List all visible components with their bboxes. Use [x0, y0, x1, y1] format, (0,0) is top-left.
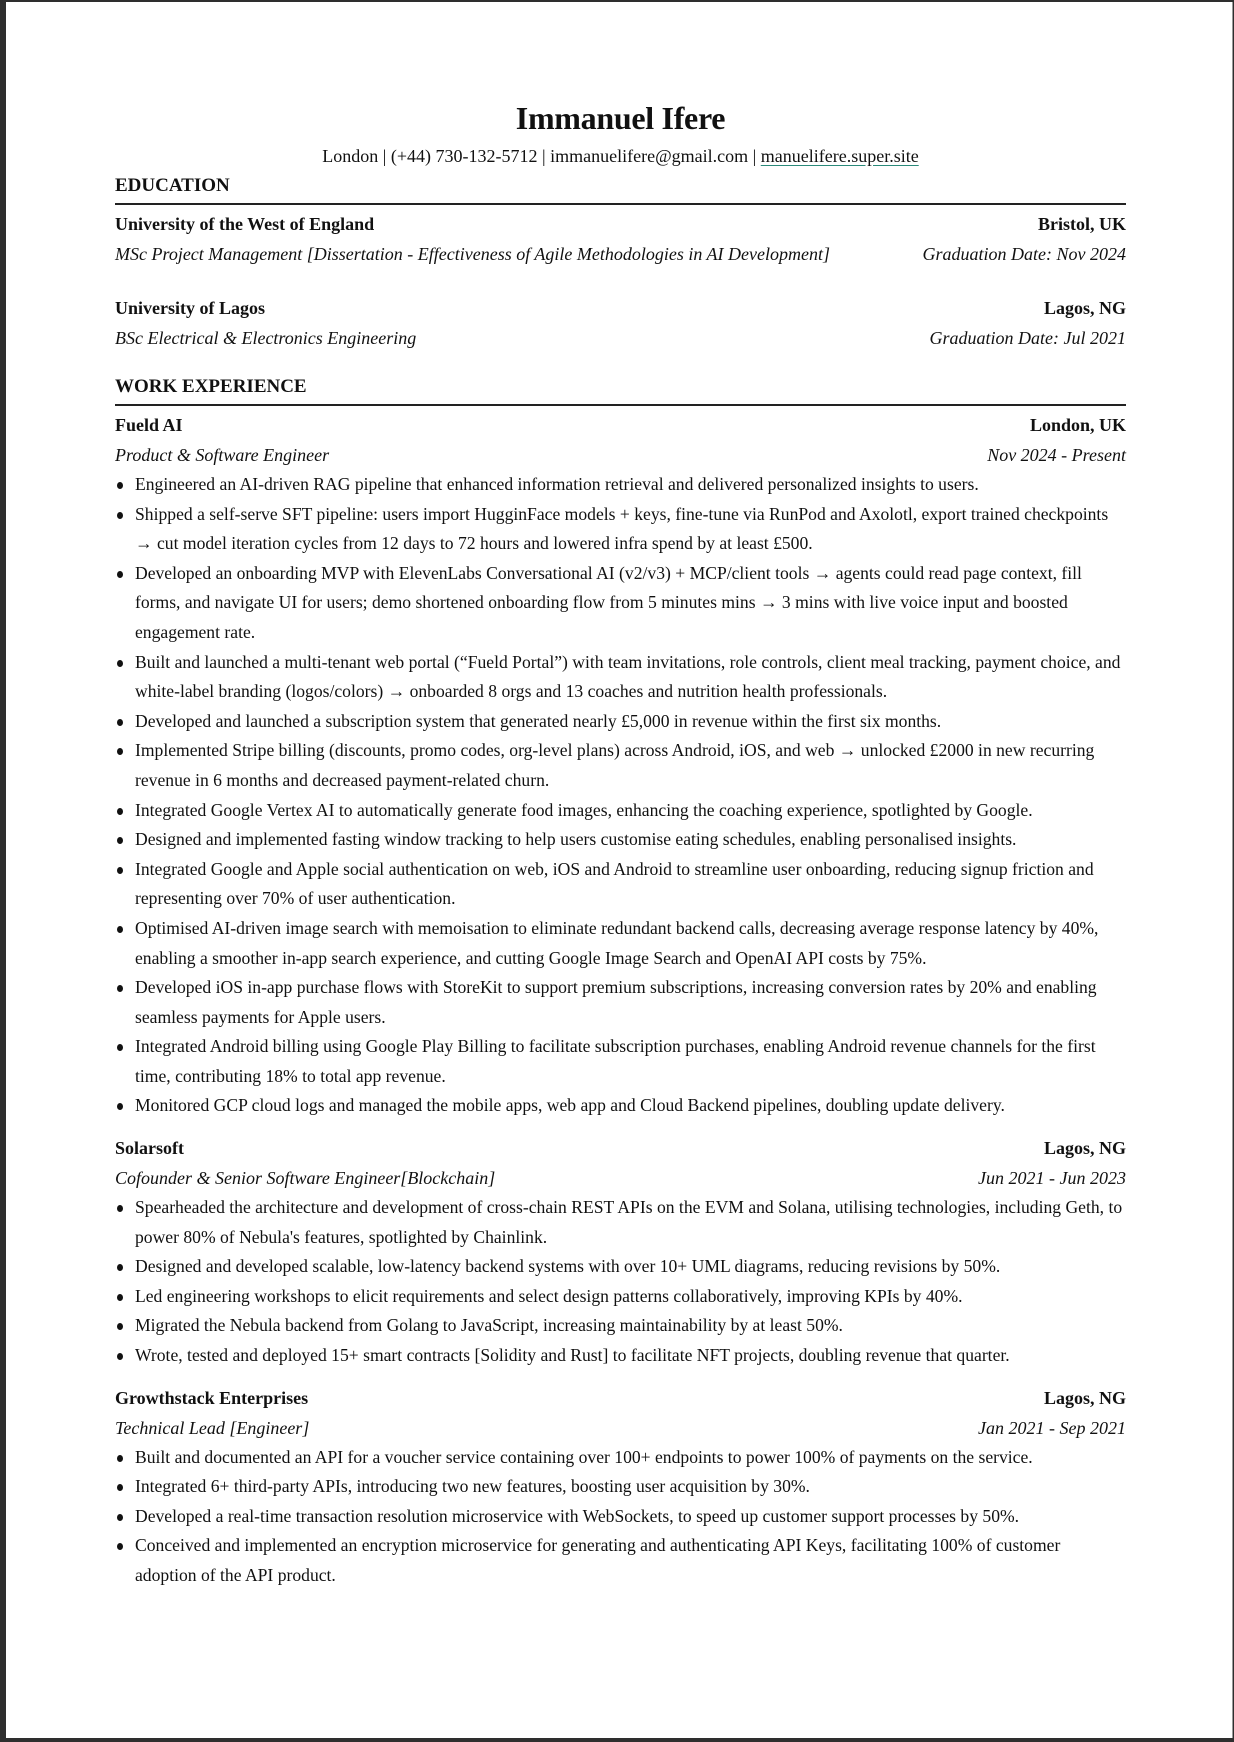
- institution-location: Lagos, NG: [1043, 298, 1126, 318]
- bullet-item: Developed a real-time transaction resolution microservice with WebSockets, to speed up customer support processes by 50%.: [135, 1502, 1126, 1532]
- bullet-item: Migrated the Nebula backend from Golang to JavaScript, increasing maintainability by at least 50%.: [135, 1311, 1126, 1341]
- job-entry-fueld-ai: [115, 410, 1126, 1121]
- bullet-item: Developed and launched a subscription system that generated nearly £5,000 in revenue within the first six months.: [135, 707, 1126, 737]
- bullet-list: [115, 470, 1126, 1121]
- institution-location: Bristol, UK: [1038, 214, 1126, 234]
- bullet-list: [115, 1443, 1126, 1591]
- contact-separator: |: [748, 146, 761, 166]
- graduation-date: Graduation Date: Nov 2024: [922, 244, 1126, 264]
- institution-name: University of Lagos: [115, 298, 265, 318]
- section-title-education: EDUCATION: [115, 174, 1126, 205]
- bullet-item: Developed an onboarding MVP with ElevenLabs Conversational AI (v2/v3) + MCP/client tools → agents could read page context, fill forms, and navigate UI for users; demo shortened onboarding flow from 5 minutes mins → 3 mins with live voice input and boosted engagement rate.: [135, 559, 1126, 648]
- degree-title: MSc Project Management [Dissertation - Effectiveness of Agile Methodologies in AI Development]: [115, 244, 830, 264]
- bullet-item: Built and documented an API for a voucher service containing over 100+ endpoints to power 100% of payments on the service.: [135, 1443, 1126, 1473]
- job-dates: Jan 2021 - Sep 2021: [978, 1417, 1126, 1438]
- contact-separator: |: [537, 146, 551, 166]
- education-entry: [115, 209, 1126, 269]
- institution-name: University of the West of England: [115, 214, 375, 234]
- graduation-date: Graduation Date: Jul 2021: [929, 328, 1126, 348]
- job-role: Cofounder & Senior Software Engineer[Blockchain]: [115, 1168, 496, 1189]
- resume-content: [115, 98, 1126, 1591]
- contact-location: London: [322, 146, 379, 166]
- bullet-item: Shipped a self-serve SFT pipeline: users import HugginFace models + keys, fine-tune via RunPod and Axolotl, export trained checkpoints → cut model iteration cycles from 12 days to 72 hours and lowered infra spend by at least £500.: [135, 500, 1126, 559]
- section-title-work-experience: WORK EXPERIENCE: [115, 375, 1126, 406]
- bullet-item: Integrated Google and Apple social authentication on web, iOS and Android to streamline user onboarding, reducing signup friction and representing over 70% of user authentication.: [135, 855, 1126, 914]
- company-name: Solarsoft: [115, 1138, 184, 1159]
- bullet-item: Built and launched a multi-tenant web portal (“Fueld Portal”) with team invitations, role controls, client meal tracking, payment choice, and white-label branding (logos/colors) → onboarded 8 orgs and 13 coaches and nutrition health professionals.: [135, 648, 1126, 707]
- contact-email: immanuelifere@gmail.com: [550, 146, 749, 166]
- candidate-name: Immanuel Ifere: [515, 100, 726, 136]
- bullet-item: Spearheaded the architecture and development of cross-chain REST APIs on the EVM and Solana, utilising technologies, including Geth, to power 80% of Nebula's features, spotlighted by Chainlink.: [135, 1193, 1126, 1252]
- job-role: Technical Lead [Engineer]: [115, 1417, 310, 1438]
- bullet-item: Developed iOS in-app purchase flows with StoreKit to support premium subscriptions, increasing conversion rates by 20% and enabling seamless payments for Apple users.: [135, 973, 1126, 1032]
- bullet-item: Wrote, tested and deployed 15+ smart contracts [Solidity and Rust] to facilitate NFT projects, doubling revenue that quarter.: [135, 1341, 1126, 1371]
- bullet-item: Conceived and implemented an encryption microservice for generating and authenticating API Keys, facilitating 100% of customer adoption of the API product.: [135, 1531, 1126, 1590]
- website-link[interactable]: manuelifere.super.site: [760, 146, 919, 166]
- resume-page: [6, 2, 1233, 1738]
- job-role: Product & Software Engineer: [115, 445, 330, 465]
- job-entry-solarsoft: [115, 1133, 1126, 1371]
- bullet-item: Integrated Android billing using Google Play Billing to facilitate subscription purchases, enabling Android revenue channels for the first time, contributing 18% to total app revenue.: [135, 1032, 1126, 1091]
- job-dates: Nov 2024 - Present: [987, 445, 1126, 465]
- bullet-item: Engineered an AI-driven RAG pipeline that enhanced information retrieval and delivered personalized insights to users.: [135, 470, 1126, 500]
- bullet-item: Monitored GCP cloud logs and managed the mobile apps, web app and Cloud Backend pipelines, doubling update delivery.: [135, 1091, 1126, 1121]
- bullet-item: Led engineering workshops to elicit requirements and select design patterns collaboratively, improving KPIs by 40%.: [135, 1282, 1126, 1312]
- job-dates: Jun 2021 - Jun 2023: [978, 1168, 1126, 1189]
- degree-title: BSc Electrical & Electronics Engineering: [115, 328, 417, 348]
- job-entry-growthstack: [115, 1383, 1126, 1591]
- bullet-item: Designed and implemented fasting window tracking to help users customise eating schedules, enabling personalised insights.: [135, 825, 1126, 855]
- education-entry: [115, 293, 1126, 353]
- bullet-item: Optimised AI-driven image search with memoisation to eliminate redundant backend calls, decreasing average response latency by 40%, enabling a smoother in-app search experience, and cutting Google Image Search and OpenAI API costs by 75%.: [135, 914, 1126, 973]
- contact-phone: (+44) 730-132-5712: [390, 146, 538, 166]
- contact-line: [115, 144, 1126, 168]
- bullet-item: Integrated Google Vertex AI to automatically generate food images, enhancing the coaching experience, spotlighted by Google.: [135, 796, 1126, 826]
- contact-separator: |: [378, 146, 391, 166]
- bullet-item: Designed and developed scalable, low-latency backend systems with over 10+ UML diagrams, reducing revisions by 50%.: [135, 1252, 1126, 1282]
- company-location: Lagos, NG: [1043, 1387, 1126, 1408]
- bullet-item: Implemented Stripe billing (discounts, promo codes, org-level plans) across Android, iOS, and web → unlocked £2000 in new recurring revenue in 6 months and decreased payment-related churn.: [135, 736, 1126, 795]
- bullet-list: [115, 1193, 1126, 1371]
- company-location: Lagos, NG: [1043, 1138, 1126, 1159]
- company-name: Growthstack Enterprises: [115, 1387, 309, 1408]
- company-location: London, UK: [1029, 415, 1126, 435]
- company-name: Fueld AI: [115, 415, 183, 435]
- bullet-item: Integrated 6+ third-party APIs, introducing two new features, boosting user acquisition by 30%.: [135, 1472, 1126, 1502]
